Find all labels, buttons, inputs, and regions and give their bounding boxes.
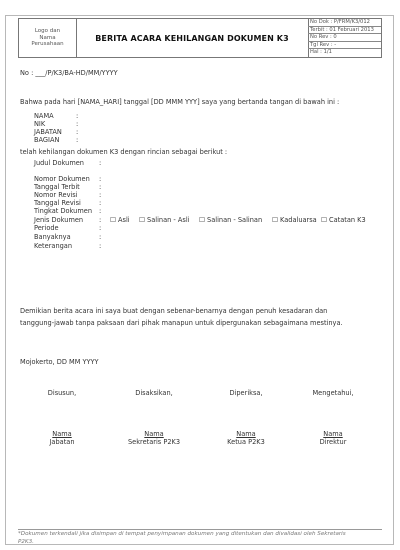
field-label-nomor-revisi: Nomor Revisi [34, 191, 78, 199]
number-line: No : ___/P/K3/BA-HD/MM/YYYY [20, 69, 118, 77]
checkbox-salinan-salinan[interactable]: ☐ Salinan - Salinan [199, 216, 263, 224]
field-label-judul: Judul Dokumen [34, 159, 84, 167]
closing-text-line2: tanggung-jawab tanpa paksaan dari pihak manapun untuk dipergunakan sebagaimana mestinya. [20, 319, 343, 327]
field-colon: : [99, 207, 102, 215]
field-label-tanggal-terbit: Tanggal Terbit [34, 183, 80, 191]
meta-issue-date: Terbit : 01 Februari 2013 [308, 27, 381, 35]
checkbox-kadaluarsa[interactable]: ☐ Kadaluarsa [272, 216, 317, 224]
document-header [18, 18, 382, 58]
signature-title: Sekretaris P2K3 [127, 438, 181, 446]
logo-placeholder [19, 19, 77, 57]
field-colon: : [76, 128, 79, 136]
field-label-bagian: BAGIAN [34, 136, 60, 144]
meta-revision: No Rev : 0 [308, 34, 381, 42]
signature-role-diperiksa: Diperiksa, [229, 389, 263, 397]
meta-page: Hal : 1/1 [310, 49, 332, 56]
field-label-periode: Periode [34, 224, 59, 232]
field-label-jenis-dokumen: Jenis Dokumen [34, 216, 84, 224]
field-colon: : [99, 183, 102, 191]
logo-text-line1: Logo dan [34, 27, 61, 34]
signature-title: Direktur [319, 438, 347, 446]
place-date: Mojokerto, DD MM YYYY [20, 358, 99, 366]
field-label-nik: NIK [34, 120, 46, 128]
field-label-tanggal-revisi: Tanggal Revisi [34, 199, 81, 207]
signature-role-mengetahui: Mengetahui, [312, 389, 354, 397]
statement-text: telah kehilangan dokumen K3 dengan rincian sebagai berikut : [20, 148, 228, 156]
field-label-jabatan: JABATAN [34, 128, 62, 136]
meta-doc-number: No Dok : P/FRM/K3/012 [308, 19, 381, 27]
field-label-banyaknya: Banyaknya [34, 233, 71, 241]
signature-name: Nama [323, 430, 343, 438]
footer-divider [18, 529, 382, 530]
signature-title: Ketua P2K3 [227, 438, 265, 446]
field-colon: : [76, 120, 79, 128]
intro-text: Bahwa pada hari [NAMA_HARI] tanggal [DD MMM YYY] saya yang bertanda tangan di bawah ini : [20, 98, 340, 106]
document-meta [308, 19, 381, 57]
field-colon: : [99, 175, 102, 183]
field-label-keterangan: Keterangan [34, 242, 73, 250]
checkbox-salinan-asli[interactable]: ☐ Salinan - Asli [139, 216, 190, 224]
checkbox-catatan-k3[interactable]: ☐ Catatan K3 [321, 216, 366, 224]
signature-role-disusun: Disusun, [47, 389, 77, 397]
signature-name: Nama [144, 430, 164, 438]
closing-text-line1: Demikian berita acara ini saya buat dengan sebenar-benarnya dengan penuh kesadaran dan [20, 307, 328, 315]
field-colon: : [99, 159, 102, 167]
signature-name: Nama [236, 430, 256, 438]
checkbox-asli[interactable]: ☐ Asli [110, 216, 130, 224]
logo-text-line2: Nama [39, 34, 56, 41]
document-page [5, 15, 394, 545]
signature-title: Jabatan [49, 438, 75, 446]
footnote: *Dokumen terkendali jika disimpan di tempat penyimpanan dokumen yang ditentukan dan divalidasi oleh Sekretaris P2K3. [18, 531, 346, 545]
signature-role-disaksikan: Disaksikan, [135, 389, 173, 397]
field-colon: : [76, 136, 79, 144]
field-label-nomor-dokumen: Nomor Dokumen [34, 175, 90, 183]
field-colon: : [76, 112, 79, 120]
field-colon: : [99, 199, 102, 207]
field-label-nama: NAMA [34, 112, 54, 120]
document-title: BERITA ACARA KEHILANGAN DOKUMEN K3 [76, 19, 309, 57]
field-colon: : [99, 224, 102, 232]
field-colon: : [99, 216, 102, 224]
meta-revision-date: Tgl Rev : - [308, 42, 381, 50]
field-label-tingkat-dokumen: Tingkat Dokumen [34, 207, 93, 215]
logo-text-line3: Perusahaan [31, 41, 64, 48]
field-colon: : [99, 191, 102, 199]
field-colon: : [99, 242, 102, 250]
field-colon: : [99, 233, 102, 241]
signature-name: Nama [52, 430, 72, 438]
